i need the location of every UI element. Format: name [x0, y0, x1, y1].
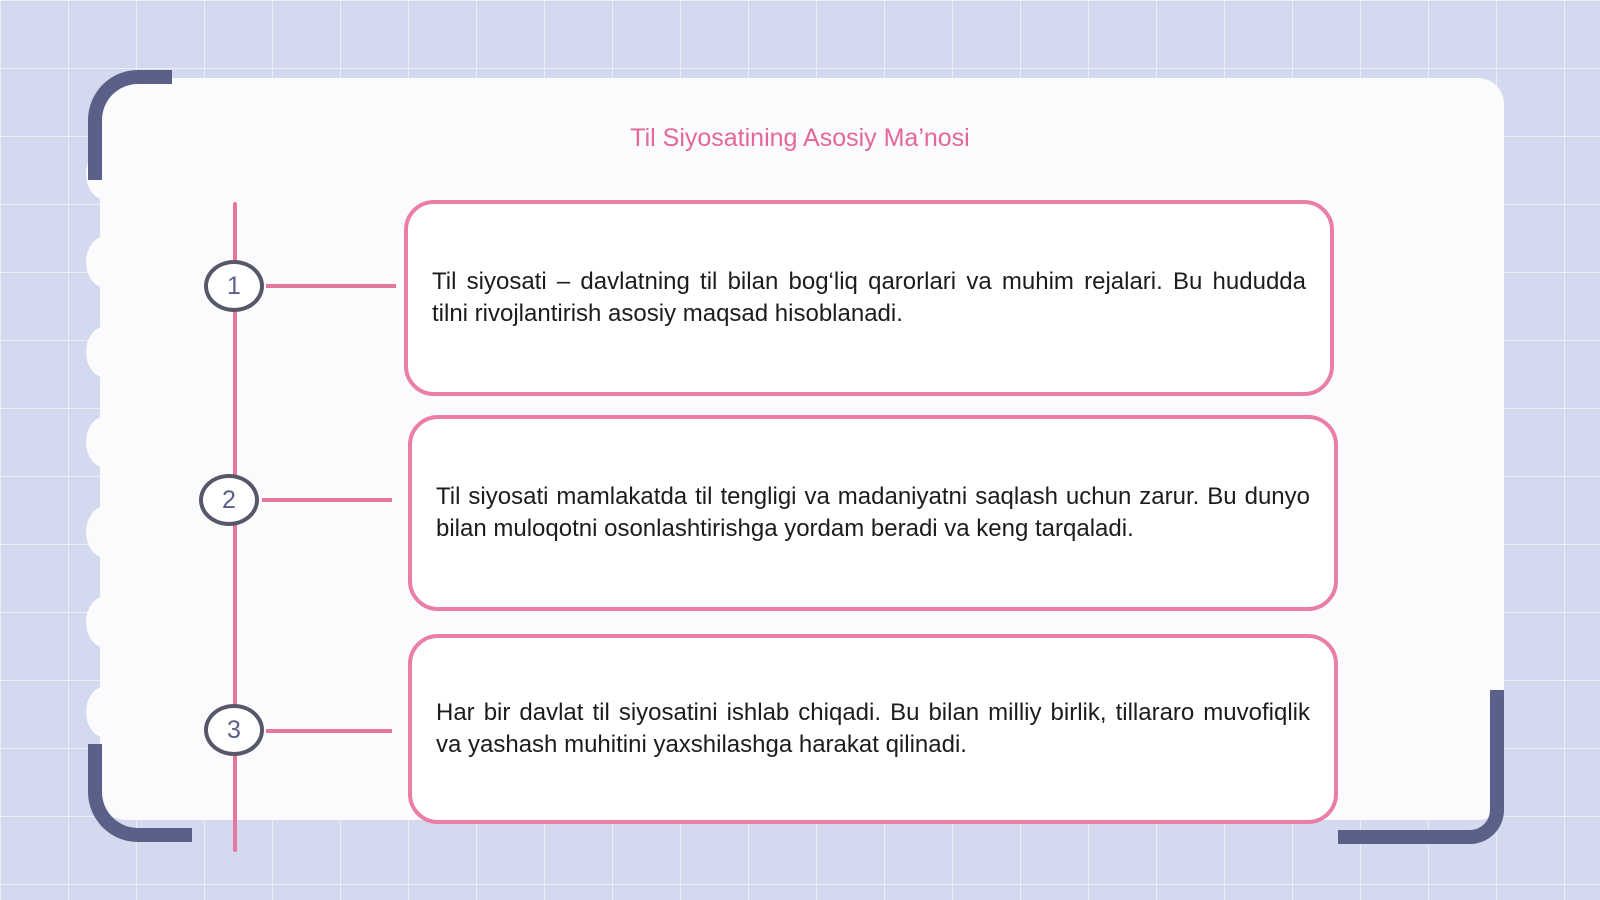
corner-bracket-bottom-left	[88, 744, 192, 842]
timeline-connector	[262, 498, 392, 502]
step-number-circle	[204, 704, 264, 756]
corner-bracket-bottom-right	[1338, 690, 1504, 844]
step-number-circle	[204, 260, 264, 312]
card-edge-scallop	[86, 506, 126, 558]
step-number-circle	[199, 474, 259, 526]
step-box	[408, 415, 1338, 611]
card-edge-scallop	[86, 326, 126, 378]
step-text: Til siyosati mamlakatda til tengligi va madaniyatni saqlash uchun zarur. Bu dunyo bilan muloqotni osonlashtirishga yordam beradi va keng tarqaladi.	[436, 483, 1310, 542]
step-box	[408, 634, 1338, 824]
timeline-connector	[266, 729, 392, 733]
timeline-connector	[266, 284, 396, 288]
step-number: 1	[227, 271, 241, 300]
slide-title: Til Siyosatining Asosiy Ma’nosi	[630, 124, 970, 152]
card-edge-scallop	[86, 596, 126, 648]
step-text: Til siyosati – davlatning til bilan bog‘liq qarorlari va muhim rejalari. Bu hududda tilni rivojlantirish asosiy maqsad hisoblanadi.	[432, 268, 1306, 327]
card-edge-scallop	[86, 236, 126, 288]
card-edge-scallop	[86, 686, 126, 738]
step-number: 2	[222, 485, 236, 514]
card-edge-scallop	[86, 416, 126, 468]
step-box	[404, 200, 1334, 396]
step-text: Har bir davlat til siyosatini ishlab chiqadi. Bu bilan milliy birlik, tillararo muvofiqlik va yashash muhitini yaxshilashga harakat qilinadi.	[436, 699, 1310, 758]
step-number: 3	[227, 715, 241, 744]
